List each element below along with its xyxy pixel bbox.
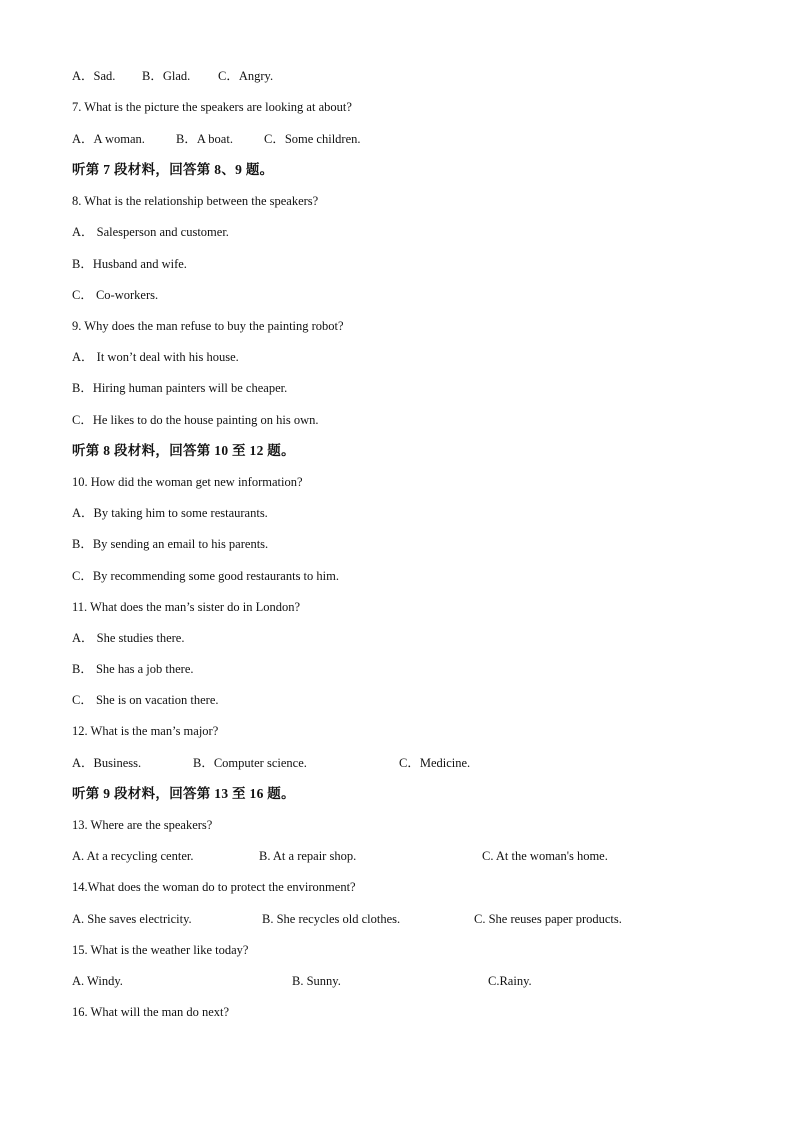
q15-question: 15. What is the weather like today? bbox=[72, 943, 249, 957]
q15-option-a: A. Windy. bbox=[72, 974, 123, 988]
q13-question: 13. Where are the speakers? bbox=[72, 818, 213, 832]
q9-option-b: B．Hiring human painters will be cheaper. bbox=[72, 381, 288, 395]
q16-question: 16. What will the man do next? bbox=[72, 1005, 230, 1019]
q8-option-b: B．Husband and wife. bbox=[72, 257, 187, 271]
q13-option-b: B. At a repair shop. bbox=[259, 849, 357, 863]
q6-option-b: B．Glad. bbox=[142, 69, 191, 83]
q14-question: 14.What does the woman do to protect the environment? bbox=[72, 880, 356, 894]
q15-option-c: C.Rainy. bbox=[488, 974, 532, 988]
q11-option-c: C． She is on vacation there. bbox=[72, 693, 219, 707]
section-heading-8: 听第 8 段材料，回答第 10 至 12 题。 bbox=[72, 443, 295, 458]
q11-question: 11. What does the man’s sister do in London? bbox=[72, 600, 301, 614]
q8-question: 8. What is the relationship between the speakers? bbox=[72, 194, 319, 208]
q10-option-a: A．By taking him to some restaurants. bbox=[72, 506, 268, 520]
q14-option-c: C. She reuses paper products. bbox=[474, 912, 622, 926]
q14-option-a: A. She saves electricity. bbox=[72, 912, 192, 926]
q6-option-c: C．Angry. bbox=[218, 69, 274, 83]
section-heading-7: 听第 7 段材料，回答第 8、9 题。 bbox=[72, 162, 274, 177]
q13-option-a: A. At a recycling center. bbox=[72, 849, 194, 863]
q7-question: 7. What is the picture the speakers are looking at about? bbox=[72, 100, 352, 114]
q8-option-a: A． Salesperson and customer. bbox=[72, 225, 229, 239]
q10-question: 10. How did the woman get new information? bbox=[72, 475, 303, 489]
q7-option-b: B．A boat. bbox=[176, 132, 233, 146]
q11-option-b: B． She has a job there. bbox=[72, 662, 194, 676]
q6-option-a: A．Sad. bbox=[72, 69, 116, 83]
q14-option-b: B. She recycles old clothes. bbox=[262, 912, 401, 926]
q9-option-a: A． It won’t deal with his house. bbox=[72, 350, 239, 364]
q12-option-a: A．Business. bbox=[72, 756, 142, 770]
q7-option-c: C．Some children. bbox=[264, 132, 361, 146]
q9-question: 9. Why does the man refuse to buy the painting robot? bbox=[72, 319, 344, 333]
q13-option-c: C. At the woman's home. bbox=[482, 849, 608, 863]
q10-option-c: C．By recommending some good restaurants to him. bbox=[72, 569, 339, 583]
q15-option-b: B. Sunny. bbox=[292, 974, 341, 988]
q12-question: 12. What is the man’s major? bbox=[72, 724, 219, 738]
q12-option-c: C．Medicine. bbox=[399, 756, 471, 770]
q11-option-a: A． She studies there. bbox=[72, 631, 185, 645]
q10-option-b: B．By sending an email to his parents. bbox=[72, 537, 269, 551]
section-heading-9: 听第 9 段材料，回答第 13 至 16 题。 bbox=[72, 786, 295, 801]
q9-option-c: C．He likes to do the house painting on his own. bbox=[72, 413, 319, 427]
q8-option-c: C． Co-workers. bbox=[72, 288, 159, 302]
q12-option-b: B．Computer science. bbox=[193, 756, 307, 770]
q7-option-a: A．A woman. bbox=[72, 132, 145, 146]
